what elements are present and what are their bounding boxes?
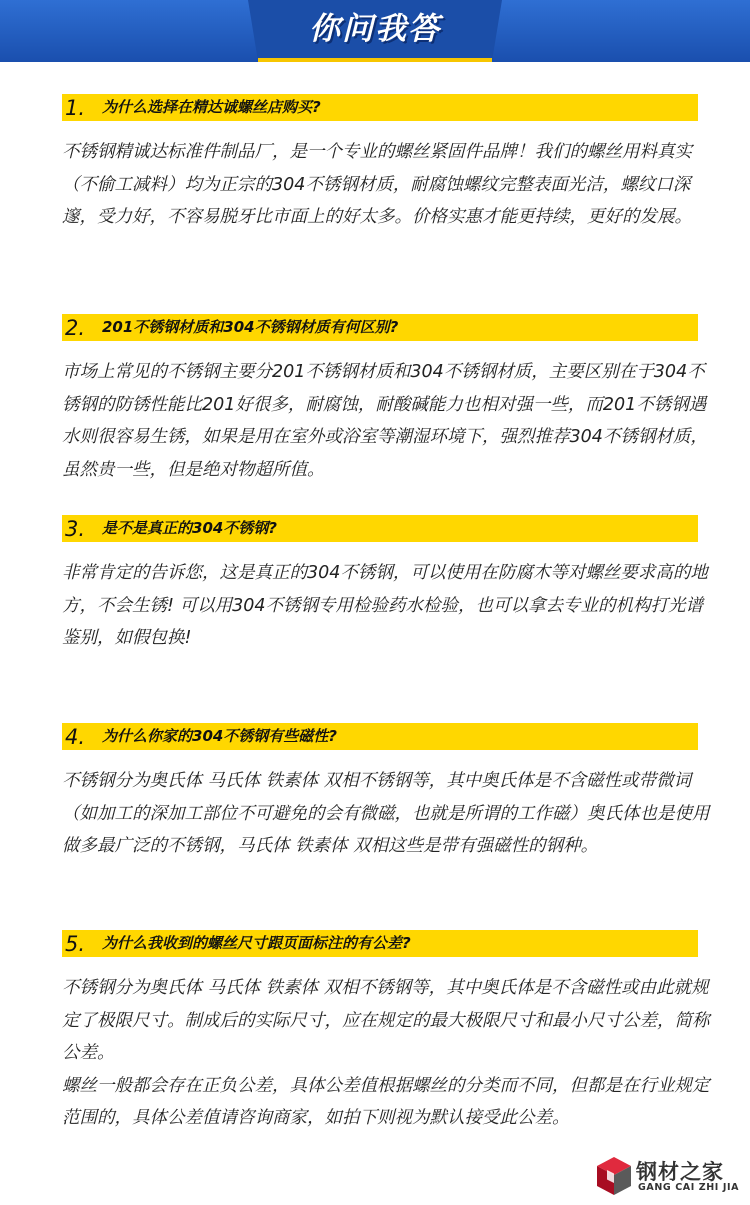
question-number: 2. <box>65 316 86 340</box>
question-number: 1. <box>65 96 86 120</box>
question-text: 为什么选择在精达诚螺丝店购买? <box>102 98 321 116</box>
question-text: 是不是真正的304不锈钢? <box>102 519 278 537</box>
answer-paragraph: 市场上常见的不锈钢主要分201不锈钢材质和304不锈钢材质，主要区别在于304不锈钢的防锈性能比201好很多，耐腐蚀，耐酸碱能力也相对强一些，而201不锈钢遇水则很容易生锈，如果是用在室外或浴室等潮湿环境下，强烈推荐304不锈钢材质，虽然贵一些，但是绝对物超所值。 <box>62 362 708 480</box>
logo-pinyin-name: GANG CAI ZHI JIA <box>638 1182 740 1193</box>
page-title: 你问我答 <box>309 11 441 47</box>
answer-paragraph: 非常肯定的告诉您，这是真正的304不锈钢，可以使用在防腐木等对螺丝要求高的地方，不会生锈! 可以用304不锈钢专用检验药水检验，也可以拿去专业的机构打光谱鉴别，如假包换! <box>62 563 708 648</box>
answer-paragraph: 不锈钢分为奥氏体 马氏体 铁素体 双相不锈钢等，其中奥氏体是不含磁性或由此就规定了极限尺寸。制成后的实际尺寸，应在规定的最大极限尺寸和最小尺寸公差，简称公差。 <box>62 978 710 1063</box>
answer-text <box>62 557 712 655</box>
question-number: 3. <box>65 517 86 541</box>
question-bar <box>62 930 698 957</box>
answer-text <box>62 356 712 486</box>
question-bar <box>62 515 698 542</box>
header-banner <box>0 0 750 62</box>
answer-text <box>62 765 712 863</box>
answer-paragraph: 螺丝一般都会存在正负公差，具体公差值根据螺丝的分类而不同，但都是在行业规定范围的，具体公差值请咨询商家，如拍下则视为默认接受此公差。 <box>62 1075 710 1128</box>
question-text: 为什么我收到的螺丝尺寸跟页面标注的有公差? <box>102 934 411 952</box>
question-number: 4. <box>65 725 86 749</box>
logo-chinese-name: 钢材之家 <box>636 1160 724 1184</box>
question-bar <box>62 94 698 121</box>
answer-paragraph: 不锈钢分为奥氏体 马氏体 铁素体 双相不锈钢等，其中奥氏体是不含磁性或带微词（如加工的深加工部位不可避免的会有微磁，也就是所谓的工作磁）奥氏体也是使用做多最广泛的不锈钢，马氏体 铁素体 双相这些是带有强磁性的钢种。 <box>62 771 710 856</box>
answer-text <box>62 136 712 234</box>
cube-logo-icon <box>594 1155 634 1197</box>
brand-logo <box>594 1155 744 1197</box>
answer-text <box>62 972 712 1135</box>
question-bar <box>62 723 698 750</box>
question-bar <box>62 314 698 341</box>
banner-accent-stripe <box>258 58 492 62</box>
question-number: 5. <box>65 932 86 956</box>
question-text: 201不锈钢材质和304不锈钢材质有何区别? <box>102 318 399 336</box>
question-text: 为什么你家的304不锈钢有些磁性? <box>102 727 338 745</box>
answer-paragraph: 不锈钢精诚达标准件制品厂，是一个专业的螺丝紧固件品牌！我们的螺丝用料真实（不偷工减料）均为正宗的304不锈钢材质，耐腐蚀螺纹完整表面光洁，螺纹口深邃，受力好，不容易脱牙比市面上的好太多。价格实惠才能更持续，更好的发展。 <box>62 142 692 227</box>
